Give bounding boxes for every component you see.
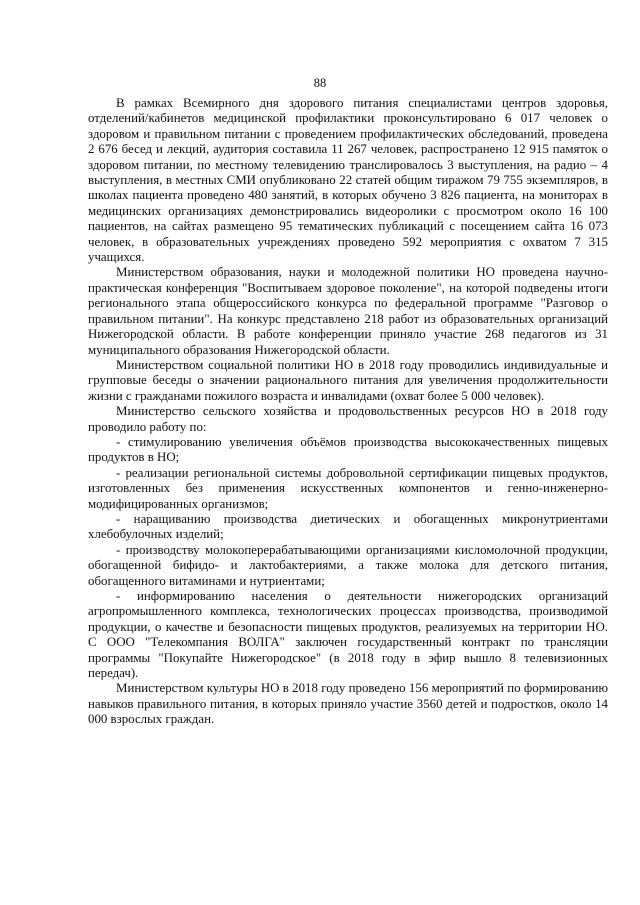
- paragraph-world-healthy-eating-day: В рамках Всемирного дня здорового питания специалистами центров здоровья, отделений/кабинетов медицинской профилактики проконсультировано 6 017 человек о здоровом и правильном питании с проведением профилактических обследований, проведена 2 676 бесед и лекций, аудитория составила 11 267 человек, распространено 12 915 памяток о здоровом питании, по местному телевидению транслировалось 3 выступления, на радио – 4 выступления, в местных СМИ опубликовано 22 статей общим тиражом 79 755 экземпляров, в школах пациента проведено 480 занятий, в которых обучено 3 826 пациента, на мониторах в медицинских организациях демонстрировались видеоролики с просмотром около 16 100 пациентов, на сайтах размещено 95 тематических публикаций с посещением сайта 16 073 человек, в образовательных учреждениях проведено 592 мероприятия с охватом 7 315 учащихся.: [88, 96, 608, 265]
- list-item: - информированию населения о деятельности нижегородских организаций агропромышленного комплекса, технологических процессах производства, производимой продукции, о качестве и безопасности пищевых продуктов, реализуемых на территории НО. С ООО "Телекомпания ВОЛГА" заключен государственный контракт по трансляции программы "Покупайте Нижегородское" (в 2018 году в эфир вышло 8 телевизионных передач).: [88, 589, 608, 681]
- list-item: - наращиванию производства диетических и обогащенных микронутриентами хлебобулочных изделий;: [88, 511, 608, 542]
- paragraph-ministry-of-agriculture: Министерство сельского хозяйства и продовольственных ресурсов НО в 2018 году проводило работу по:: [88, 404, 608, 434]
- list-item: - стимулированию увеличения объёмов производства высококачественных пищевых продуктов в НО;: [88, 434, 608, 465]
- page-number: 88: [313, 76, 327, 90]
- list-item: - реализации региональной системы добровольной сертификации пищевых продуктов, изготовленных без применения искусственных компонентов и генно-инженерно-модифицированных организмов;: [88, 465, 608, 511]
- paragraph-ministry-of-social-policy: Министерством социальной политики НО в 2018 году проводились индивидуальные и групповые беседы о значении рационального питания для увеличения продолжительности жизни с гражданами пожилого возраста и инвалидами (охват более 5 000 человек).: [88, 357, 608, 403]
- paragraph-ministry-of-education: Министерством образования, науки и молодежной политики НО проведена научно-практическая конференция "Воспитываем здоровое поколение", на которой подведены итоги регионального этапа общероссийского конкурса по федеральной программе "Разговор о правильном питании". На конкурс представлено 218 работ из образовательных организаций Нижегородской области. В работе конференции приняло участие 268 педагогов из 31 муниципального образования Нижегородской области.: [88, 265, 608, 357]
- list-item: - производству молокоперерабатывающими организациями кисломолочной продукции, обогащенной бифидо- и лактобактериями, а также молока для детского питания, обогащенного витаминами и нутриентами;: [88, 542, 608, 588]
- page-body: [88, 96, 608, 728]
- paragraph-ministry-of-culture: Министерством культуры НО в 2018 году проведено 156 мероприятий по формированию навыков правильного питания, в которых приняло участие 3560 детей и подростков, около 14 000 взрослых граждан.: [88, 681, 608, 727]
